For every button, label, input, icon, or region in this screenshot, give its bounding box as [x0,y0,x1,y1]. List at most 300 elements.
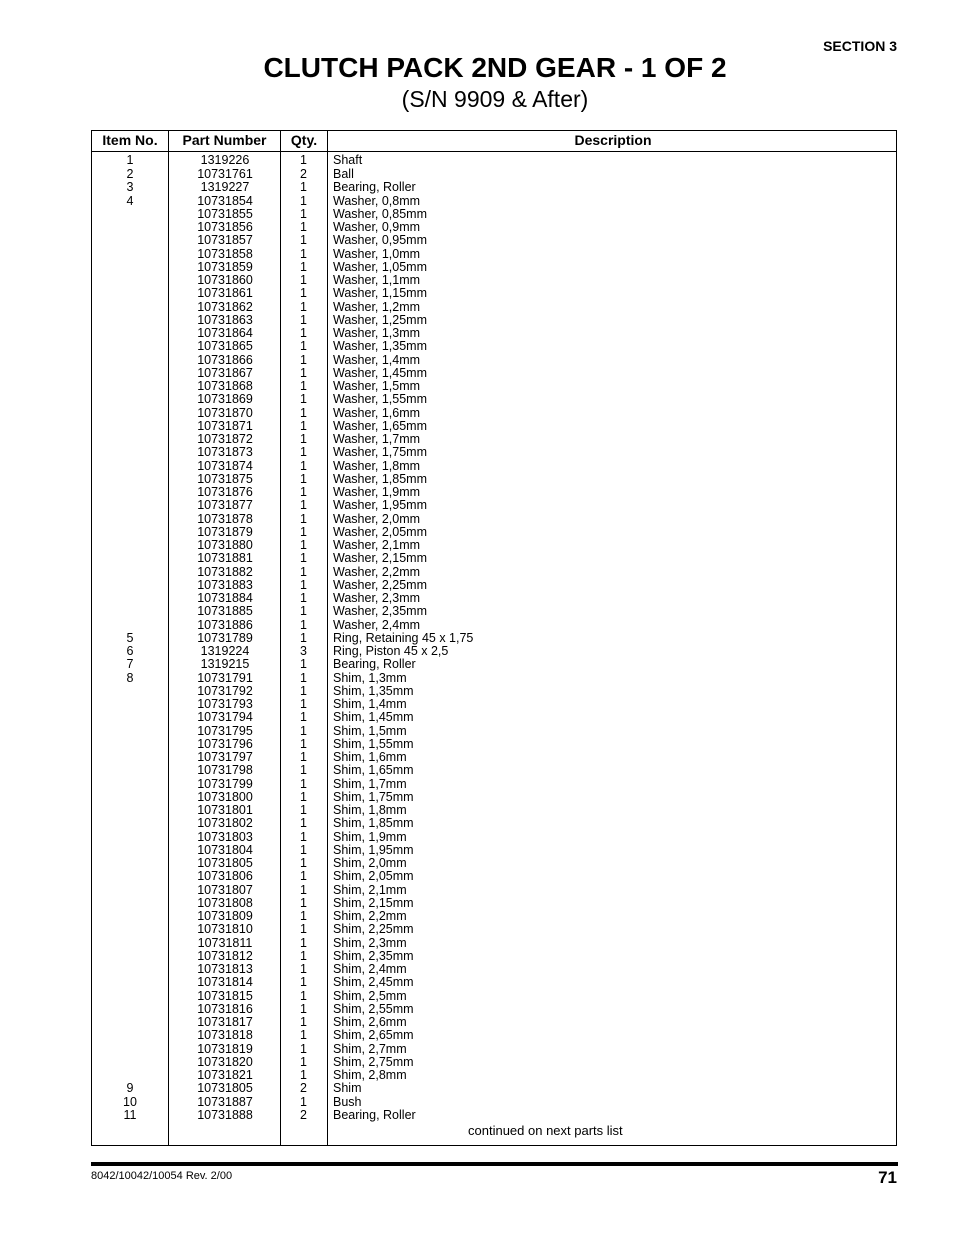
table-row [92,791,896,804]
table-row [92,605,896,618]
section-label: SECTION 3 [823,38,897,54]
table-row [92,287,896,300]
part-number-cell: 10731868 [197,379,253,393]
table-row [92,552,896,565]
table-row [92,1043,896,1056]
quantity-cell: 1 [300,445,307,460]
table-row [92,698,896,711]
part-number-cell: 10731814 [197,975,253,990]
table-row [92,380,896,393]
part-number-cell: 10731796 [197,736,253,751]
part-number-cell: 10731795 [197,723,253,738]
table-row [92,1056,896,1069]
part-number-cell: 10731810 [197,922,253,937]
quantity-cell: 1 [300,604,307,619]
quantity-cell: 1 [300,975,307,990]
description-cell: Shim, 2,75mm [333,1054,414,1069]
quantity-cell: 1 [300,736,307,751]
table-row [92,884,896,897]
description-cell: Washer, 1,25mm [333,312,428,327]
part-number-cell: 10731870 [197,405,253,420]
footer-rule [91,1162,898,1166]
quantity-cell: 1 [300,220,307,234]
table-row [92,566,896,579]
quantity-cell: 1 [300,180,307,195]
quantity-cell: 1 [300,789,307,804]
table-row [92,1082,896,1095]
table-row [92,221,896,234]
quantity-cell: 1 [300,591,307,605]
description-cell: Washer, 2,2mm [333,564,421,579]
part-number-cell: 10731859 [197,259,253,274]
item-number-cell: 4 [126,193,134,208]
description-cell: Shim, 1,3mm [333,670,407,685]
part-number-cell: 10731878 [197,511,253,526]
table-row [92,778,896,791]
description-cell: Ring, Retaining 45 x 1,75 [333,630,474,645]
description-cell: Washer, 1,7mm [333,432,421,446]
part-number-cell: 10731855 [197,206,253,221]
quantity-cell: 1 [300,286,307,301]
table-row [92,248,896,261]
description-cell: Shim, 2,35mm [333,948,414,963]
description-cell: Washer, 1,4mm [333,352,421,367]
description-cell: Shim, 2,65mm [333,1028,414,1043]
description-cell: Washer, 1,75mm [333,445,428,460]
quantity-cell: 1 [300,697,307,711]
part-number-cell: 10731800 [197,789,253,804]
quantity-cell: 1 [300,432,307,446]
page-subtitle: (S/N 9909 & After) [401,86,589,112]
quantity-cell: 1 [300,246,307,261]
column-header-qty: Qty. [290,132,318,148]
quantity-cell: 1 [300,498,307,513]
table-row [92,407,896,420]
quantity-cell: 1 [300,1028,307,1043]
table-row [92,301,896,314]
description-cell: Shim, 2,3mm [333,935,407,950]
part-number-cell: 10731872 [197,432,253,446]
part-number-cell: 10731805 [197,856,253,870]
table-row [92,619,896,632]
description-cell: Shim, 1,8mm [333,803,407,817]
part-number-cell: 10731802 [197,816,253,831]
table-row [92,420,896,433]
description-cell: Shaft [333,153,363,167]
quantity-cell: 1 [300,365,307,380]
quantity-cell: 1 [300,657,307,672]
quantity-cell: 1 [300,670,307,685]
table-row [92,314,896,327]
part-number-cell: 10731813 [197,962,253,976]
description-cell: Washer, 2,1mm [333,538,421,552]
part-number-cell: 10731821 [197,1068,253,1082]
quantity-cell: 1 [300,1001,307,1016]
description-cell: Bearing, Roller [333,1107,416,1122]
table-row [92,831,896,844]
table-row [92,152,896,168]
table-row [92,711,896,724]
description-cell: Washer, 0,8mm [333,193,421,208]
part-number-cell: 10731811 [197,935,253,950]
quantity-cell: 1 [300,617,307,632]
quantity-cell: 1 [300,1068,307,1082]
part-number-cell: 10731861 [197,286,253,301]
quantity-cell: 1 [300,962,307,976]
quantity-cell: 1 [300,1041,307,1056]
table-row [92,897,896,910]
item-number-cell: 2 [126,167,134,181]
part-number-cell: 1319227 [200,180,250,195]
quantity-cell: 1 [300,564,307,579]
table-row [92,486,896,499]
description-cell: Washer, 1,05mm [333,259,428,274]
description-cell: Washer, 1,0mm [333,246,421,261]
part-number-cell: 10731791 [197,670,253,685]
description-cell: Shim, 2,15mm [333,895,414,910]
quantity-cell: 1 [300,816,307,831]
description-cell: Washer, 1,6mm [333,405,421,420]
quantity-cell: 1 [300,577,307,592]
quantity-cell: 1 [300,339,307,354]
quantity-cell: 1 [300,193,307,208]
quantity-cell: 1 [300,750,307,764]
column-header-description: Description [574,132,652,148]
description-cell: Washer, 2,3mm [333,591,421,605]
description-cell: Washer, 1,9mm [333,485,421,499]
column-header-part: Part Number [182,132,267,148]
quantity-cell: 1 [300,312,307,327]
part-number-cell: 10731819 [197,1041,253,1056]
part-number-cell: 10731880 [197,538,253,552]
table-row [92,764,896,777]
document-id: 8042/10042/10054 Rev. 2/00 [91,1170,233,1182]
description-cell: Shim [333,1081,362,1096]
quantity-cell: 1 [300,273,307,287]
table-row [92,195,896,208]
quantity-cell: 1 [300,471,307,486]
quantity-cell: 1 [300,392,307,407]
table-row [92,817,896,830]
table-row [92,963,896,976]
item-number-cell: 9 [126,1081,134,1096]
quantity-cell: 1 [300,909,307,923]
description-cell: Bearing, Roller [333,657,416,672]
part-number-cell: 10731799 [197,776,253,791]
table-row [92,751,896,764]
description-cell: Shim, 1,45mm [333,710,414,725]
quantity-cell: 1 [300,153,307,167]
description-cell: Shim, 2,25mm [333,922,414,937]
quantity-cell: 1 [300,988,307,1003]
part-number-cell: 10731882 [197,564,253,579]
quantity-cell: 1 [300,763,307,778]
part-number-cell: 10731812 [197,948,253,963]
quantity-cell: 2 [300,1107,307,1122]
part-number-cell: 1319215 [200,657,250,672]
continued-note: continued on next parts list [468,1123,623,1138]
description-cell: Washer, 1,3mm [333,326,421,340]
item-number-cell: 11 [123,1107,137,1122]
quantity-cell: 1 [300,829,307,844]
quantity-cell: 1 [300,1054,307,1069]
table-row [92,1096,896,1109]
part-number-cell: 10731869 [197,392,253,407]
part-number-cell: 10731801 [197,803,253,817]
quantity-cell: 1 [300,710,307,725]
table-row [92,539,896,552]
quantity-cell: 1 [300,259,307,274]
part-number-cell: 10731820 [197,1054,253,1069]
quantity-cell: 1 [300,233,307,248]
description-cell: Shim, 2,8mm [333,1068,407,1082]
description-cell: Shim, 2,2mm [333,909,407,923]
parts-table [91,130,897,1146]
quantity-cell: 1 [300,524,307,539]
description-cell: Shim, 2,05mm [333,869,414,884]
table-row [92,1016,896,1029]
quantity-cell: 1 [300,723,307,738]
quantity-cell: 1 [300,352,307,367]
description-cell: Shim, 1,85mm [333,816,414,831]
table-row [92,632,896,645]
item-number-cell: 10 [123,1094,137,1109]
quantity-cell: 1 [300,551,307,566]
quantity-cell: 1 [300,935,307,950]
table-row [92,327,896,340]
table-row [92,181,896,194]
part-number-cell: 10731808 [197,895,253,910]
column-header-item: Item No. [102,132,158,148]
description-cell: Washer, 1,15mm [333,286,428,301]
item-number-cell: 7 [126,657,134,672]
part-number-cell: 10731816 [197,1001,253,1016]
quantity-cell: 2 [300,167,307,181]
item-number-cell: 8 [126,670,134,685]
page-title: CLUTCH PACK 2ND GEAR - 1 OF 2 [263,52,727,83]
table-row [92,208,896,221]
quantity-cell: 1 [300,922,307,937]
table-row [92,274,896,287]
description-cell: Shim, 2,7mm [333,1041,407,1056]
description-cell: Washer, 1,65mm [333,418,428,433]
table-row [92,870,896,883]
item-number-cell: 6 [126,644,134,658]
part-number-cell: 10731865 [197,339,253,354]
table-row [92,234,896,247]
description-cell: Shim, 2,55mm [333,1001,414,1016]
table-row [92,857,896,870]
description-cell: Washer, 1,8mm [333,458,421,473]
part-number-cell: 10731761 [197,167,253,181]
table-row [92,937,896,950]
quantity-cell: 1 [300,326,307,340]
description-cell: Washer, 1,1mm [333,273,421,287]
part-number-cell: 10731866 [197,352,253,367]
table-row [92,592,896,605]
table-row [92,725,896,738]
quantity-cell: 1 [300,948,307,963]
part-number-cell: 10731805 [197,1081,253,1096]
description-cell: Washer, 1,35mm [333,339,428,354]
part-number-cell: 10731817 [197,1015,253,1029]
description-cell: Shim, 1,4mm [333,697,407,711]
part-number-cell: 1319224 [200,644,250,658]
quantity-cell: 2 [300,1081,307,1096]
table-row [92,1003,896,1016]
description-cell: Shim, 1,65mm [333,763,414,778]
part-number-cell: 10731857 [197,233,253,248]
table-row [92,354,896,367]
table-row [92,261,896,274]
part-number-cell: 10731854 [197,193,253,208]
table-row [92,168,896,181]
quantity-cell: 1 [300,299,307,314]
part-number-cell: 10731875 [197,471,253,486]
table-row [92,804,896,817]
table-row [92,910,896,923]
table-row [92,685,896,698]
description-cell: Shim, 1,55mm [333,736,414,751]
quantity-cell: 1 [300,856,307,870]
part-number-cell: 10731856 [197,220,253,234]
part-number-cell: 10731881 [197,551,253,566]
quantity-cell: 1 [300,895,307,910]
table-row [92,672,896,685]
table-row [92,433,896,446]
item-number-cell: 1 [126,153,134,167]
part-number-cell: 10731815 [197,988,253,1003]
table-row [92,976,896,989]
part-number-cell: 10731887 [197,1094,253,1109]
part-number-cell: 10731885 [197,604,253,619]
description-cell: Ring, Piston 45 x 2,5 [333,644,449,658]
table-row [92,923,896,936]
part-number-cell: 10731864 [197,326,253,340]
table-row [92,738,896,751]
table-row [92,844,896,857]
description-cell: Shim, 2,4mm [333,962,407,976]
description-cell: Washer, 2,35mm [333,604,428,619]
part-number-cell: 10731876 [197,485,253,499]
description-cell: Washer, 0,9mm [333,220,421,234]
part-number-cell: 10731789 [197,630,253,645]
part-number-cell: 10731804 [197,842,253,857]
part-number-cell: 10731803 [197,829,253,844]
description-cell: Washer, 1,2mm [333,299,421,314]
quantity-cell: 1 [300,776,307,791]
description-cell: Washer, 1,5mm [333,379,421,393]
quantity-cell: 1 [300,538,307,552]
table-row [92,513,896,526]
item-number-cell: 3 [126,180,134,195]
description-cell: Shim, 1,35mm [333,683,414,698]
table-body [92,152,896,1122]
description-cell: Shim, 1,75mm [333,789,414,804]
quantity-cell: 1 [300,1094,307,1109]
quantity-cell: 1 [300,683,307,698]
description-cell: Shim, 1,6mm [333,750,407,764]
quantity-cell: 3 [300,644,307,658]
quantity-cell: 1 [300,842,307,857]
table-row [92,526,896,539]
part-number-cell: 10731809 [197,909,253,923]
description-cell: Washer, 2,4mm [333,617,421,632]
description-cell: Shim, 1,5mm [333,723,407,738]
description-cell: Washer, 2,15mm [333,551,428,566]
part-number-cell: 10731860 [197,273,253,287]
table-row [92,658,896,671]
description-cell: Shim, 2,5mm [333,988,407,1003]
table-row [92,645,896,658]
quantity-cell: 1 [300,630,307,645]
quantity-cell: 1 [300,882,307,897]
description-cell: Shim, 1,7mm [333,776,407,791]
table-row [92,367,896,380]
part-number-cell: 10731807 [197,882,253,897]
quantity-cell: 1 [300,405,307,420]
quantity-cell: 1 [300,511,307,526]
part-number-cell: 10731798 [197,763,253,778]
part-number-cell: 10731874 [197,458,253,473]
table-row [92,340,896,353]
part-number-cell: 10731806 [197,869,253,884]
description-cell: Shim, 2,6mm [333,1015,407,1029]
part-number-cell: 10731886 [197,617,253,632]
table-row [92,473,896,486]
description-cell: Washer, 1,55mm [333,392,428,407]
description-cell: Shim, 1,9mm [333,829,407,844]
part-number-cell: 10731794 [197,710,253,725]
part-number-cell: 1319226 [200,153,250,167]
quantity-cell: 1 [300,379,307,393]
description-cell: Washer, 1,45mm [333,365,428,380]
part-number-cell: 10731877 [197,498,253,513]
description-cell: Ball [333,167,354,181]
description-cell: Washer, 1,95mm [333,498,428,513]
quantity-cell: 1 [300,1015,307,1029]
table-row [92,950,896,963]
part-number-cell: 10731818 [197,1028,253,1043]
description-cell: Shim, 2,45mm [333,975,414,990]
part-number-cell: 10731884 [197,591,253,605]
quantity-cell: 1 [300,206,307,221]
table-row [92,1029,896,1042]
table-row [92,1109,896,1122]
table-row [92,499,896,512]
description-cell: Bearing, Roller [333,180,416,195]
table-row [92,990,896,1003]
quantity-cell: 1 [300,869,307,884]
description-cell: Shim, 2,0mm [333,856,407,870]
part-number-cell: 10731883 [197,577,253,592]
description-cell: Washer, 2,25mm [333,577,428,592]
item-number-cell: 5 [126,630,134,645]
table-row [92,1069,896,1082]
part-number-cell: 10731792 [197,683,253,698]
quantity-cell: 1 [300,458,307,473]
part-number-cell: 10731879 [197,524,253,539]
description-cell: Bush [333,1094,362,1109]
part-number-cell: 10731888 [197,1107,253,1122]
quantity-cell: 1 [300,485,307,499]
part-number-cell: 10731797 [197,750,253,764]
description-cell: Shim, 1,95mm [333,842,414,857]
description-cell: Washer, 1,85mm [333,471,428,486]
part-number-cell: 10731867 [197,365,253,380]
table-row [92,579,896,592]
quantity-cell: 1 [300,418,307,433]
